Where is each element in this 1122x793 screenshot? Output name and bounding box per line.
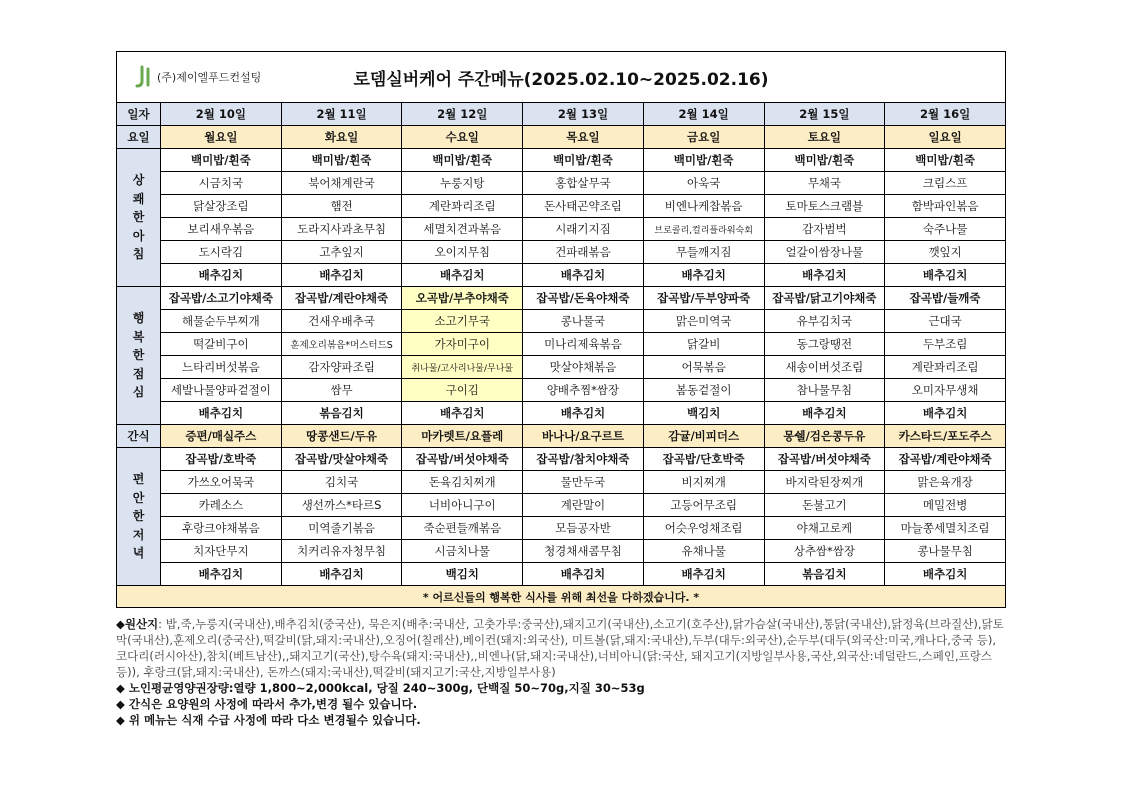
menu-cell: 백미밥/흰죽 [885,149,1006,172]
menu-cell: 모듬공자반 [523,517,644,540]
menu-cell: 토마토스크램블 [764,195,885,218]
company-logo [133,65,261,89]
menu-cell: 오곡밥/부추야채죽 [402,287,523,310]
dinner-row [117,563,1006,586]
menu-cell: 소고기무국 [402,310,523,333]
menu-cell: 오이지무침 [402,241,523,264]
date-cell: 2월 12일 [402,103,523,126]
menu-cell: 근대국 [885,310,1006,333]
lunch-row [117,379,1006,402]
menu-cell: 오미자무생채 [885,379,1006,402]
date-label: 일자 [117,103,161,126]
dinner-row [117,471,1006,494]
menu-cell: 건파래볶음 [523,241,644,264]
nutrition-note: ◆ 노인평균영양권장량:열량 1,800~2,000kcal, 당질 240~300g, 단백질 50~70g,지질 30~53g [116,681,645,695]
menu-cell: 무채국 [764,172,885,195]
weekly-menu-sheet [116,51,1006,608]
breakfast-row [117,218,1006,241]
menu-cell: 깻잎지 [885,241,1006,264]
menu-cell: 잡곡밥/참치야채죽 [523,448,644,471]
menu-cell: 닭살장조림 [161,195,282,218]
menu-cell: 맑은미역국 [643,310,764,333]
menu-cell: 콩나물무침 [885,540,1006,563]
dinner-row [117,540,1006,563]
menu-cell: 양배추찜*쌈장 [523,379,644,402]
menu-cell: 배추김치 [523,563,644,586]
menu-cell: 햄전 [281,195,402,218]
page-title: 로뎀실버케어 주간메뉴(2025.02.10~2025.02.16) [353,69,769,90]
menu-cell: 함박파인볶음 [885,195,1006,218]
menu-cell: 유부김치국 [764,310,885,333]
menu-cell: 잡곡밥/소고기야채죽 [161,287,282,310]
menu-cell: 배추김치 [885,563,1006,586]
menu-cell: 후랑크야채볶음 [161,517,282,540]
menu-cell: 비지찌개 [643,471,764,494]
menu-cell: 잡곡밥/계란야채죽 [885,448,1006,471]
menu-cell: 잡곡밥/계란야채죽 [281,287,402,310]
dinner-label [117,448,161,586]
date-cell: 2월 16일 [885,103,1006,126]
snack-cell: 바나나/요구르트 [523,425,644,448]
menu-cell: 청경채새콤무침 [523,540,644,563]
menu-cell: 백김치 [402,563,523,586]
menu-cell: 유채나물 [643,540,764,563]
breakfast-label-char: 쾌 [132,191,145,206]
origin-text: : 밥,죽,누룽지(국내산),배추김치(중국산), 묵은지(배추:국내산, 고춧가루:중국산),돼지고기(국내산),소고기(호주산),닭가슴살(국내산),통닭(국내산),닭정육(브라질산),닭토막(국내산),훈제오리(중국산),떡갈비(닭,돼지:국내산),오징어(칠레산),베이컨(돼지:외국산), 미트볼(닭,돼지:국내산),두부(대두:외국산),순두부(대두(외국산:미국,캐나다,중국 등),코다리(러시아산),참치(베트남산),,돼지고기(국산),탕수육(돼지:국내산),,비엔나(닭,돼지:국내산),너비아니(닭:국산, 돼지고기(지방일부사용,국산,외국산:네덜란드,스페인,프랑스 등)), 후랑크(닭,돼지:국내산), 돈까스(돼지:국내산),떡갈비(돼지고기:국산,지방일부사용) [116,617,1004,679]
menu-cell: 감자범벅 [764,218,885,241]
menu-cell: 어슷우엉채조림 [643,517,764,540]
menu-cell: 봄동겉절이 [643,379,764,402]
date-cell: 2월 15일 [764,103,885,126]
menu-cell: 떡갈비구이 [161,333,282,356]
breakfast-label-char: 한 [132,210,145,225]
lunch-row [117,356,1006,379]
menu-cell: 배추김치 [161,402,282,425]
menu-cell: 돈육김치찌개 [402,471,523,494]
menu-cell: 세멸치견과볶음 [402,218,523,241]
snack-label: 간식 [117,425,161,448]
menu-cell: 잡곡밥/단호박죽 [643,448,764,471]
breakfast-row [117,149,1006,172]
lunch-row [117,310,1006,333]
menu-cell: 배추김치 [523,402,644,425]
dinner-label-char: 저 [132,527,145,542]
menu-cell: 새송이버섯조림 [764,356,885,379]
lunch-label-char: 심 [132,385,145,400]
menu-cell: 홍합살무국 [523,172,644,195]
lunch-label-char: 복 [132,329,145,344]
date-cell: 2월 10일 [161,103,282,126]
dinner-label-char: 편 [132,472,145,487]
breakfast-row [117,264,1006,287]
menu-cell: 백미밥/흰죽 [523,149,644,172]
menu-cell: 잡곡밥/두부양파죽 [643,287,764,310]
lunch-label-char: 한 [132,348,145,363]
menu-cell: 계란말이 [523,494,644,517]
menu-cell: 맛살야채볶음 [523,356,644,379]
menu-cell: 배추김치 [764,402,885,425]
menu-cell: 맑은육개장 [885,471,1006,494]
menu-cell: 아욱국 [643,172,764,195]
lunch-label-char: 행 [132,311,145,326]
breakfast-row [117,172,1006,195]
snack-cell: 몽쉘/검은콩두유 [764,425,885,448]
change-note: ◆ 위 메뉴는 식재 수급 사정에 따라 다소 변경될수 있습니다. [116,713,421,727]
menu-cell: 두부조림 [885,333,1006,356]
menu-cell: 너비아니구이 [402,494,523,517]
menu-cell: 감자양파조림 [281,356,402,379]
menu-cell: 김치국 [281,471,402,494]
menu-cell: 배추김치 [281,264,402,287]
menu-cell: 동그랑땡전 [764,333,885,356]
lunch-label-char: 점 [132,366,145,381]
weekday-label: 요일 [117,126,161,149]
menu-cell: 시금치나물 [402,540,523,563]
weekday-cell: 월요일 [161,126,282,149]
menu-cell: 닭갈비 [643,333,764,356]
menu-cell: 계란꽈리조림 [885,356,1006,379]
menu-cell: 잡곡밥/맛살야채죽 [281,448,402,471]
menu-cell: 취나물/고사리나물/무나물 [402,356,523,379]
menu-cell: 해물순두부찌개 [161,310,282,333]
dinner-label-char: 한 [132,509,145,524]
menu-cell: 치커리유자청무침 [281,540,402,563]
menu-cell: 비엔나케찹볶음 [643,195,764,218]
weekday-row [117,126,1006,149]
menu-cell: 누룽지탕 [402,172,523,195]
snack-cell: 카스타드/포도주스 [885,425,1006,448]
logo-icon [133,65,153,89]
menu-cell: 카레소스 [161,494,282,517]
menu-cell: 배추김치 [885,264,1006,287]
breakfast-row [117,195,1006,218]
menu-cell: 가쓰오어묵국 [161,471,282,494]
menu-cell: 배추김치 [643,264,764,287]
menu-cell: 미나리제육볶음 [523,333,644,356]
menu-cell: 메밀전병 [885,494,1006,517]
menu-cell: 건새우배추국 [281,310,402,333]
menu-cell: 백미밥/흰죽 [161,149,282,172]
slogan-cell: * 어르신들의 행복한 식사를 위해 최선을 다하겠습니다. * [117,586,1006,608]
menu-cell: 물만두국 [523,471,644,494]
lunch-row [117,287,1006,310]
menu-cell: 북어채계란국 [281,172,402,195]
weekday-cell: 화요일 [281,126,402,149]
menu-cell: 어묵볶음 [643,356,764,379]
menu-cell: 얼갈이쌈장나물 [764,241,885,264]
menu-cell: 도시락김 [161,241,282,264]
menu-cell: 미역줄기볶음 [281,517,402,540]
menu-cell: 백미밥/흰죽 [643,149,764,172]
menu-cell: 무들깨지짐 [643,241,764,264]
menu-cell: 백미밥/흰죽 [764,149,885,172]
menu-cell: 생선까스*타르S [281,494,402,517]
weekday-cell: 금요일 [643,126,764,149]
menu-cell: 크림스프 [885,172,1006,195]
breakfast-label-char: 상 [132,173,145,188]
date-cell: 2월 11일 [281,103,402,126]
menu-cell: 보리새우볶음 [161,218,282,241]
menu-cell: 바지락된장찌개 [764,471,885,494]
origin-label: ◆원산지 [116,617,159,631]
weekday-cell: 수요일 [402,126,523,149]
menu-cell: 잡곡밥/들깨죽 [885,287,1006,310]
menu-cell: 볶음김치 [764,563,885,586]
lunch-row [117,333,1006,356]
menu-cell: 고추잎지 [281,241,402,264]
menu-cell: 돈사태곤약조림 [523,195,644,218]
breakfast-row [117,241,1006,264]
slogan-row [117,586,1006,608]
menu-cell: 구이김 [402,379,523,402]
snack-cell: 증편/매실주스 [161,425,282,448]
menu-cell: 참나물무침 [764,379,885,402]
menu-cell: 배추김치 [402,264,523,287]
date-cell: 2월 13일 [523,103,644,126]
weekday-cell: 목요일 [523,126,644,149]
menu-cell: 브로콜리,컬리플라워숙회 [643,218,764,241]
breakfast-label-char: 침 [132,247,145,262]
menu-cell: 배추김치 [885,402,1006,425]
breakfast-label [117,149,161,287]
dinner-row [117,517,1006,540]
menu-cell: 잡곡밥/닭고기야채죽 [764,287,885,310]
menu-cell: 돈불고기 [764,494,885,517]
date-cell: 2월 14일 [643,103,764,126]
menu-cell: 배추김치 [523,264,644,287]
snack-note: ◆ 간식은 요양원의 사정에 따라서 추가,변경 될수 있습니다. [116,697,418,711]
menu-cell: 백김치 [643,402,764,425]
menu-cell: 백미밥/흰죽 [402,149,523,172]
menu-cell: 숙주나물 [885,218,1006,241]
menu-cell: 마늘쫑세멸치조림 [885,517,1006,540]
snack-cell: 감귤/비피더스 [643,425,764,448]
menu-cell: 배추김치 [161,563,282,586]
menu-cell: 세발나물양파겉절이 [161,379,282,402]
snack-cell: 마카렛트/요플레 [402,425,523,448]
origin-note [116,616,1006,680]
menu-cell: 훈제오리볶음*머스터드S [281,333,402,356]
menu-cell: 죽순편들깨볶음 [402,517,523,540]
menu-cell: 상추쌈*쌈장 [764,540,885,563]
title-row [117,52,1006,103]
menu-cell: 야채고로케 [764,517,885,540]
menu-cell: 잡곡밥/버섯야채죽 [402,448,523,471]
dinner-label-char: 녁 [132,546,145,561]
menu-cell: 고등어무조림 [643,494,764,517]
menu-cell: 배추김치 [161,264,282,287]
menu-cell: 배추김치 [764,264,885,287]
menu-cell: 배추김치 [643,563,764,586]
notes-section [116,616,1006,728]
menu-cell: 가자미구이 [402,333,523,356]
lunch-row [117,402,1006,425]
weekly-menu-table [116,51,1006,608]
weekday-cell: 일요일 [885,126,1006,149]
date-row [117,103,1006,126]
menu-cell: 콩나물국 [523,310,644,333]
menu-cell: 계란꽈리조림 [402,195,523,218]
dinner-row [117,448,1006,471]
dinner-row [117,494,1006,517]
menu-cell: 잡곡밥/버섯야채죽 [764,448,885,471]
breakfast-label-char: 아 [132,228,145,243]
menu-cell: 도라지사과초무침 [281,218,402,241]
menu-cell: 느타리버섯볶음 [161,356,282,379]
menu-cell: 잡곡밥/호박죽 [161,448,282,471]
weekday-cell: 토요일 [764,126,885,149]
menu-cell: 배추김치 [402,402,523,425]
snack-row [117,425,1006,448]
menu-cell: 백미밥/흰죽 [281,149,402,172]
menu-cell: 배추김치 [281,563,402,586]
menu-cell: 시금치국 [161,172,282,195]
lunch-label [117,287,161,425]
menu-cell: 시래기지짐 [523,218,644,241]
menu-cell: 볶음김치 [281,402,402,425]
menu-cell: 쌈무 [281,379,402,402]
company-name: (주)제이엘푸드컨설팅 [157,71,262,84]
snack-cell: 땅콩샌드/두유 [281,425,402,448]
dinner-label-char: 안 [132,490,145,505]
menu-cell: 치자단무지 [161,540,282,563]
menu-cell: 잡곡밥/돈육야채죽 [523,287,644,310]
title-cell [117,52,1006,103]
